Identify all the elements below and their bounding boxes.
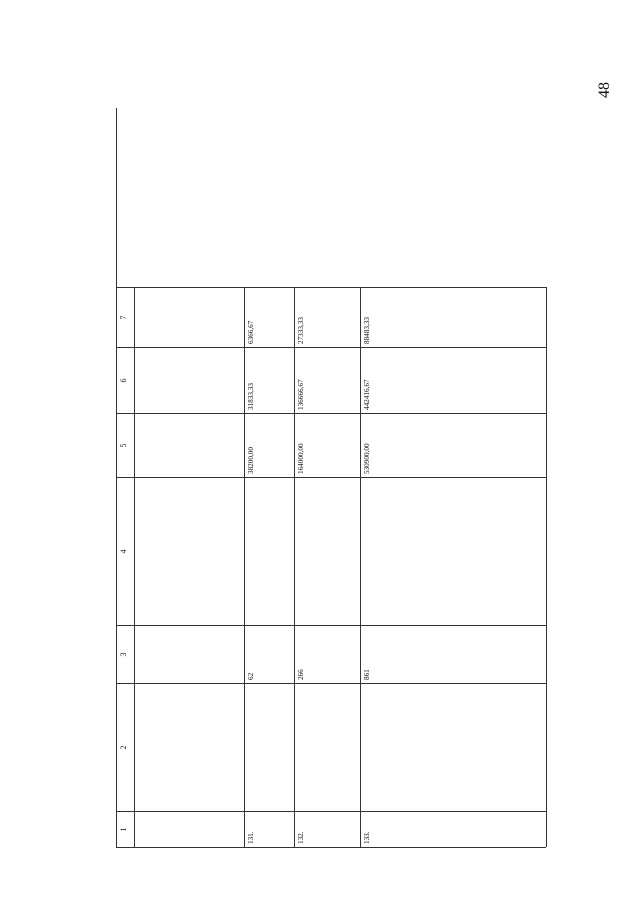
object-description bbox=[245, 683, 295, 811]
table-row-number: 131. bbox=[245, 811, 295, 847]
initial-cost: 38200,00 bbox=[245, 413, 295, 477]
table-row-number bbox=[135, 811, 245, 847]
depreciation-value: 136666,67 bbox=[295, 347, 361, 413]
column-header: 7 bbox=[117, 287, 135, 347]
object-location bbox=[295, 477, 361, 625]
residual-value: 88483,33 bbox=[361, 287, 547, 347]
depreciation-value bbox=[135, 347, 245, 413]
residual-value: 27333,33 bbox=[295, 287, 361, 347]
length-value: 62 bbox=[245, 625, 295, 683]
column-header: 5 bbox=[117, 413, 135, 477]
table-wrapper bbox=[116, 108, 546, 848]
property-table bbox=[116, 108, 546, 848]
length-value: 861 bbox=[361, 625, 547, 683]
column-header: 1 bbox=[117, 811, 135, 847]
object-description bbox=[295, 683, 361, 811]
object-location bbox=[135, 477, 245, 625]
initial-cost: 164000,00 bbox=[295, 413, 361, 477]
object-location bbox=[361, 477, 547, 625]
residual-value bbox=[135, 287, 245, 347]
column-header: 3 bbox=[117, 625, 135, 683]
table-row-number: 132. bbox=[295, 811, 361, 847]
initial-cost bbox=[135, 413, 245, 477]
column-header: 2 bbox=[117, 683, 135, 811]
column-header: 6 bbox=[117, 347, 135, 413]
length-value bbox=[135, 625, 245, 683]
initial-cost: 530900,00 bbox=[361, 413, 547, 477]
depreciation-value: 31833,33 bbox=[245, 347, 295, 413]
length-value: 266 bbox=[295, 625, 361, 683]
table-row-number: 133. bbox=[361, 811, 547, 847]
residual-value: 6366,67 bbox=[245, 287, 295, 347]
object-location bbox=[245, 477, 295, 625]
object-description bbox=[361, 683, 547, 811]
column-header: 4 bbox=[117, 477, 135, 625]
object-description bbox=[135, 683, 245, 811]
page-number: 48 bbox=[596, 82, 613, 98]
depreciation-value: 442416,67 bbox=[361, 347, 547, 413]
